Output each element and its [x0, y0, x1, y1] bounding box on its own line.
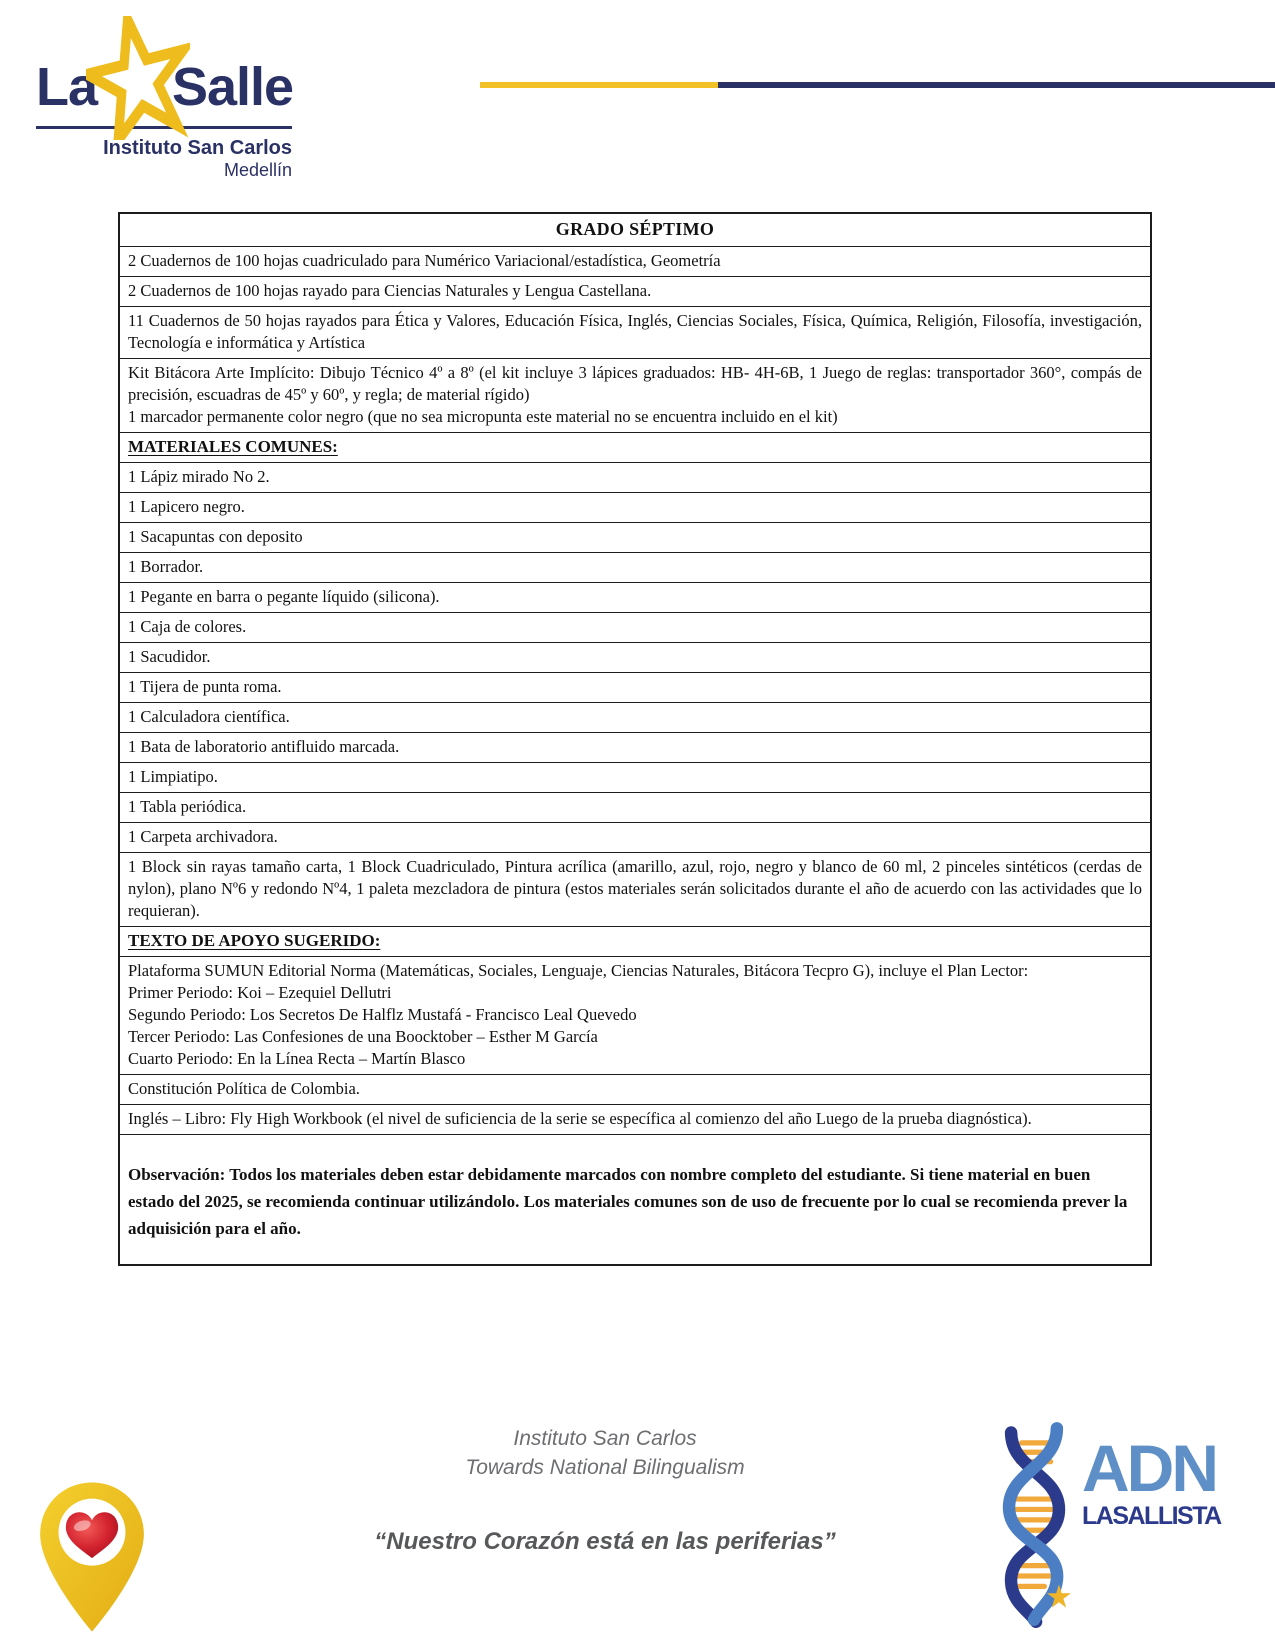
logo-text-salle: Salle — [172, 57, 294, 117]
supply-table — [118, 212, 1152, 1266]
logo-institute: Instituto San Carlos — [103, 137, 292, 159]
heart-pin-logo — [38, 1480, 146, 1634]
table-row-line: 1 Bata de laboratorio antifluido marcada. — [128, 737, 400, 756]
lasallista-wordmark: LASALLISTA — [1082, 1502, 1221, 1530]
table-row-line: Plataforma SUMUN Editorial Norma (Matemáticas, Sociales, Lenguaje, Ciencias Naturales, Bitácora Tecpro G), incluye el Plan Lector: — [128, 961, 1029, 980]
table-row-line: 2 Cuadernos de 100 hojas cuadriculado para Numérico Variacional/estadística, Geometría — [128, 251, 721, 270]
table-row-item — [120, 582, 1150, 612]
star-icon — [86, 16, 190, 140]
table-row-item — [120, 1074, 1150, 1104]
table-row-item — [120, 702, 1150, 732]
lasalle-logo-wordmark — [36, 30, 292, 128]
table-row-line: 1 Caja de colores. — [128, 617, 247, 636]
table-row-line: 1 Sacapuntas con deposito — [128, 527, 303, 546]
accent-line-yellow — [480, 82, 718, 88]
dna-helix-icon — [982, 1416, 1086, 1632]
table-row-item — [120, 306, 1150, 358]
table-row-line: 1 Pegante en barra o pegante líquido (silicona). — [128, 587, 440, 606]
table-row-line: TEXTO DE APOYO SUGERIDO: — [128, 931, 381, 950]
table-row-line: 1 Tabla periódica. — [128, 797, 247, 816]
table-row-line: 1 Carpeta archivadora. — [128, 827, 278, 846]
accent-line-navy — [718, 82, 1275, 88]
supply-table-body — [120, 246, 1150, 1264]
logo-city: Medellín — [223, 160, 292, 180]
table-row-line: 1 Lapicero negro. — [128, 497, 245, 516]
footer-quote: “Nuestro Corazón está en las periferias” — [374, 1528, 836, 1555]
table-row-line: 11 Cuadernos de 50 hojas rayados para Ética y Valores, Educación Física, Inglés, Ciencias Sociales, Física, Química, Religión, Filosofía, investigación, Tecnología e informática y Artística — [128, 311, 1142, 352]
table-row-line: 1 Sacudidor. — [128, 647, 211, 666]
table-row-item — [120, 522, 1150, 552]
table-row-item — [120, 852, 1150, 926]
table-row-line: 1 Borrador. — [128, 557, 204, 576]
table-row-item — [120, 552, 1150, 582]
table-row-item — [120, 732, 1150, 762]
table-row-line: Inglés – Libro: Fly High Workbook (el nivel de suficiencia de la serie se específica al comienzo del año Luego de la prueba diagnóstica). — [128, 1109, 1032, 1128]
lasalle-logo — [36, 30, 292, 181]
table-row-item — [120, 762, 1150, 792]
table-row-item — [120, 612, 1150, 642]
logo-subtitle — [36, 137, 292, 181]
adn-wordmark: ADN — [1082, 1431, 1216, 1505]
adn-lasallista-logo — [982, 1416, 1252, 1636]
footer-institute-block — [300, 1424, 910, 1482]
table-row-line: Observación: Todos los materiales deben estar debidamente marcados con nombre completo del estudiante. Si tiene material en buen estado del 2025, se recomienda continuar utilizándolo. Los materiales comunes son de uso de frecuente por lo cual se recomienda prever la adquisición para el año. — [128, 1165, 1128, 1238]
table-row-item — [120, 956, 1150, 1074]
footer-institute-name: Instituto San Carlos — [513, 1427, 697, 1450]
footer-bilingualism-motto: Towards National Bilingualism — [465, 1456, 745, 1479]
table-row-line: 1 Block sin rayas tamaño carta, 1 Block Cuadriculado, Pintura acrílica (amarillo, azul, rojo, negro y blanco de 60 ml, 2 pinceles sintéticos (cerdas de nylon), plano Nº6 y redondo Nº4, 1 paleta mezcladora de pintura (estos materiales serán solicitados durante el año de acuerdo con las actividades que lo requieran). — [128, 857, 1142, 920]
table-row-line: Segundo Periodo: Los Secretos De Halflz Mustafá - Francisco Leal Quevedo — [128, 1005, 637, 1024]
table-row-item — [120, 1104, 1150, 1134]
table-row-line: Constitución Política de Colombia. — [128, 1079, 360, 1098]
table-row-item — [120, 462, 1150, 492]
table-row-item — [120, 246, 1150, 276]
logo-text-la: La — [36, 57, 98, 117]
table-row-item — [120, 822, 1150, 852]
table-row-line: Kit Bitácora Arte Implícito: Dibujo Técnico 4º a 8º (el kit incluye 3 lápices graduados: HB- 4H-6B, 1 Juego de reglas: transportador 360°, compás de precisión, escuadras de 45º y 60º, y regla; de material rígido) — [128, 363, 1142, 404]
table-row-line: MATERIALES COMUNES: — [128, 437, 338, 456]
table-row-line: 2 Cuadernos de 100 hojas rayado para Ciencias Naturales y Lengua Castellana. — [128, 281, 652, 300]
table-row-line: Tercer Periodo: Las Confesiones de una Boocktober – Esther M García — [128, 1027, 598, 1046]
adn-logo-text — [1082, 1431, 1221, 1531]
table-row-line: 1 Lápiz mirado No 2. — [128, 467, 270, 486]
table-row-note — [120, 1134, 1150, 1264]
table-title: GRADO SÉPTIMO — [555, 219, 715, 239]
table-row-line: 1 Limpiatipo. — [128, 767, 218, 786]
table-row-line: 1 marcador permanente color negro (que no sea micropunta este material no se encuentra incluido en el kit) — [128, 407, 838, 426]
table-row-item — [120, 276, 1150, 306]
table-row-item — [120, 492, 1150, 522]
table-row-section — [120, 432, 1150, 462]
table-row-item — [120, 792, 1150, 822]
table-row-line: 1 Calculadora científica. — [128, 707, 290, 726]
table-row-section — [120, 926, 1150, 956]
table-row-line: Cuarto Periodo: En la Línea Recta – Martín Blasco — [128, 1049, 466, 1068]
table-row-item — [120, 672, 1150, 702]
table-row-line: Primer Periodo: Koi – Ezequiel Dellutri — [128, 983, 392, 1002]
table-row-line: 1 Tijera de punta roma. — [128, 677, 282, 696]
table-row-item — [120, 358, 1150, 432]
table-row-item — [120, 642, 1150, 672]
